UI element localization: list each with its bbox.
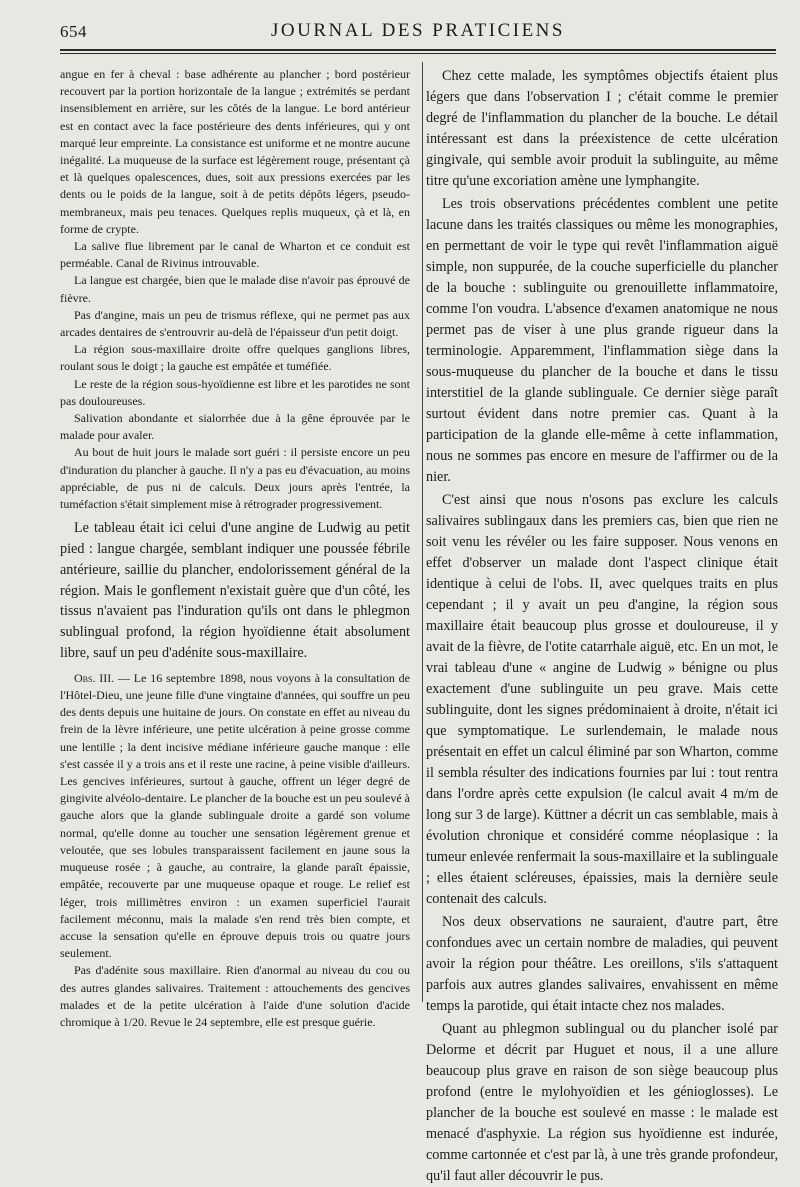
- paragraph: La langue est chargée, bien que le malade dise n'avoir pas éprouvé de fièvre.: [60, 273, 410, 305]
- header-rule-thin: [60, 53, 776, 54]
- paragraph: Chez cette malade, les symptômes objectifs étaient plus légers que dans l'observation I ; c'était comme le premier degré de l'inflammation du plancher de la bouche. Le détail intéressant est dans la préexistence de cette ulcération gingivale, qui semble avoir produit la sublinguite, au même titre qu'une excoriation amène une lymphangite.: [426, 68, 778, 189]
- paragraph: Le reste de la région sous-hyoïdienne est libre et les parotides ne sont pas douloureuses.: [60, 376, 410, 408]
- page-number: 654: [60, 22, 87, 41]
- right-column: [426, 66, 778, 1187]
- commentary-paragraph: Le tableau était ici celui d'une angine de Ludwig au petit pied : langue chargée, semblant indiquer une poussée fébrile antérieure, saillie du plancher, endolorissement général de la région. Mais le gonflement n'existait guère que d'un côté, les tissus n'avaient pas l'induration qu'ils ont dans le phlegmon sublingual profond, la région hyoïdienne était absolument libre, sauf un peu d'adénite sous-maxillaire.: [60, 520, 410, 662]
- paragraph: Salivation abondante et sialorrhée due à la gêne éprouvée par le malade pour avaler.: [60, 411, 410, 443]
- paragraph: Les trois observations précédentes comblent une petite lacune dans les traités classiques ou même les monographies, en permettant de voir le type qui revêt l'inflammation aiguë simple, non suppurée, de la couche superficielle du plancher de la bouche : sublinguite ou grenouillette inflammatoire, comme l'on voudra. L'absence d'examen anatomique ne nous permet pas de viser à une plus grande rigueur dans la terminologie. Apparemment, l'inflammation siège dans la sous-muqueuse du plancher de la bouche et dans le tissu interstitiel de la glande sublinguale. Ce dernier siège paraît surtout évident dans notre premier cas. Quant à la participation de la glande elle-même à cette inflammation, nous ne sommes pas encore en mesure de l'affirmer ou de la nier.: [426, 196, 778, 485]
- observation-text: — Le 16 septembre 1898, nous voyons à la consultation de l'Hôtel-Dieu, une jeune fille d'une vingtaine d'années, qui souffre un peu des dents depuis une huitaine de jours. On constate en effet au niveau du frein de la lèvre inférieure, une petite ulcération à peine grosse comme une lentille ; la dent incisive médiane inférieure gauche manque : elle s'est cassée il y a trois ans et il reste une racine, à peine visible d'ailleurs. Les gencives inférieures, surtout à gauche, offrent un léger degré de gingivite alvéolo-dentaire. Le plancher de la bouche est un peu soulevé à gauche alors que la glande sublinguale droite a gardé son volume normal, qu'elle donne au toucher une sensation légèrement grenue et veloutée, que ses lobules transparaissent facilement en jaune sous la muqueuse rosée ; à gauche, au contraire, la glande paraît épaissie, empâtée, recouverte par une muqueuse opaque et rouge. Le relief est léger, trois millimètres environ : un examen superficiel l'aurait facilement méconnu, mais la malade s'en rend très bien compte, et accuse la sensation qu'elle en éprouve depuis trois ou quatre jours seulement.: [60, 670, 410, 961]
- paragraph: Quant au phlegmon sublingual ou du plancher isolé par Delorme et décrit par Huguet et nous, il a une allure beaucoup plus grave en raison de son siège beaucoup plus profond (entre le mylohyoïdien et les génioglosses). Le plancher de la bouche est soulevé en masse : le malade est menacé d'asphyxie. La région sus hyoïdienne est indurée, comme cartonnée et c'est par là, à une très grande profondeur, qu'il faut aller découvrir le pus.: [426, 1021, 778, 1184]
- paragraph: La salive flue librement par le canal de Wharton et ce conduit est perméable. Canal de Rivinus introuvable.: [60, 239, 410, 271]
- journal-title: JOURNAL DES PRATICIENS: [271, 20, 565, 41]
- page-header: [60, 18, 776, 48]
- paragraph: Pas d'adénite sous maxillaire. Rien d'anormal au niveau du cou ou des autres glandes salivaires. Traitement : attouchements des gencives malades et de la petite ulcération à l'aide d'une solution d'acide chromique à 1/20. Revue le 24 septembre, elle est presque guérie.: [60, 963, 410, 1029]
- header-rule: [60, 49, 776, 51]
- column-divider: [422, 62, 423, 1002]
- observation-paragraph: [60, 670, 410, 962]
- paragraph: angue en fer à cheval : base adhérente au plancher ; bord postérieur recouvert par la portion horizontale de la langue ; extrémités se perdant insensiblement en arrière, sur les côtés de la langue. Le bord antérieur est en contact avec la face postérieure des dents inférieures, qui y ont marqué leur empreinte. La consistance est uniforme et ne montre aucune inégalité. La muqueuse de la surface est légèrement rouge, présentant çà et là quelques opalescences, dues, soit aux pressions exercées par les dents ou le poids de la langue, soit à de petits dépôts légers, pseudo-membraneux, mais peu tenaces. Quelques replis muqueux, çà et là, en forme de crypte.: [60, 67, 410, 236]
- paragraph: Au bout de huit jours le malade sort guéri : il persiste encore un peu d'induration du plancher à gauche. Il n'y a pas eu d'évacuation, au moins appréciable, de pus ni de calculs. Deux jours après l'entrée, la tuméfaction s'était simplement mise à rétrograder progressivement.: [60, 445, 410, 512]
- paragraph: Pas d'angine, mais un peu de trismus réflexe, qui ne permet pas aux arcades dentaires de s'entrouvrir au-delà de l'épaisseur d'un petit doigt.: [60, 307, 410, 340]
- paragraph: La région sous-maxillaire droite offre quelques ganglions libres, roulant sous le doigt ; la gauche est empâtée et tuméfiée.: [60, 342, 410, 374]
- left-column: [60, 66, 410, 1031]
- paragraph: C'est ainsi que nous n'osons pas exclure les calculs salivaires sublingaux dans les premiers cas, bien que rien ne soit venu les révéler ou les faire supposer. Nous venons en effet d'observer un malade dont l'aspect clinique était identique à celui de l'obs. II, avec quelques traits en plus cependant ; il y avait un peu d'angine, la région sous maxillaire était beaucoup plus grosse et douloureuse, il y avait de la fièvre, de l'otite catarrhale aiguë, etc. En un mot, le vrai tableau d'une « angine de Ludwig » bénigne ou plus exactement d'une sublinguite un peu grave. Mais cette sublinguite, dont les signes prédominaient à droite, n'était ici que symptomatique. Le surlendemain, le malade nous présentait en effet un calcul éliminé par son Wharton, comme il sembla résulter des indications fournies par lui : tout rentra dans l'ordre après cette expulsion (le calcul avait 4 m/m de long sur 3 de large). Küttner a décrit un cas semblable, mais à évolution chronique et considéré comme néoplasique : la tumeur enlevée renfermait la sous-maxillaire et la sublinguale ; elles étaient scléreuses, épaissies, mais la dernière seule contenait des calculs.: [426, 492, 778, 907]
- paragraph: Nos deux observations ne sauraient, d'autre part, être confondues avec un certain nombre de maladies, qui peuvent avoir la région pour théâtre. Les oreillons, s'ils s'attaquent parfois aux autres glandes salivaires, envahissent en même temps la parotide, qui était intacte chez nos malades.: [426, 914, 778, 1014]
- observation-lead: Obs. III.: [74, 670, 115, 685]
